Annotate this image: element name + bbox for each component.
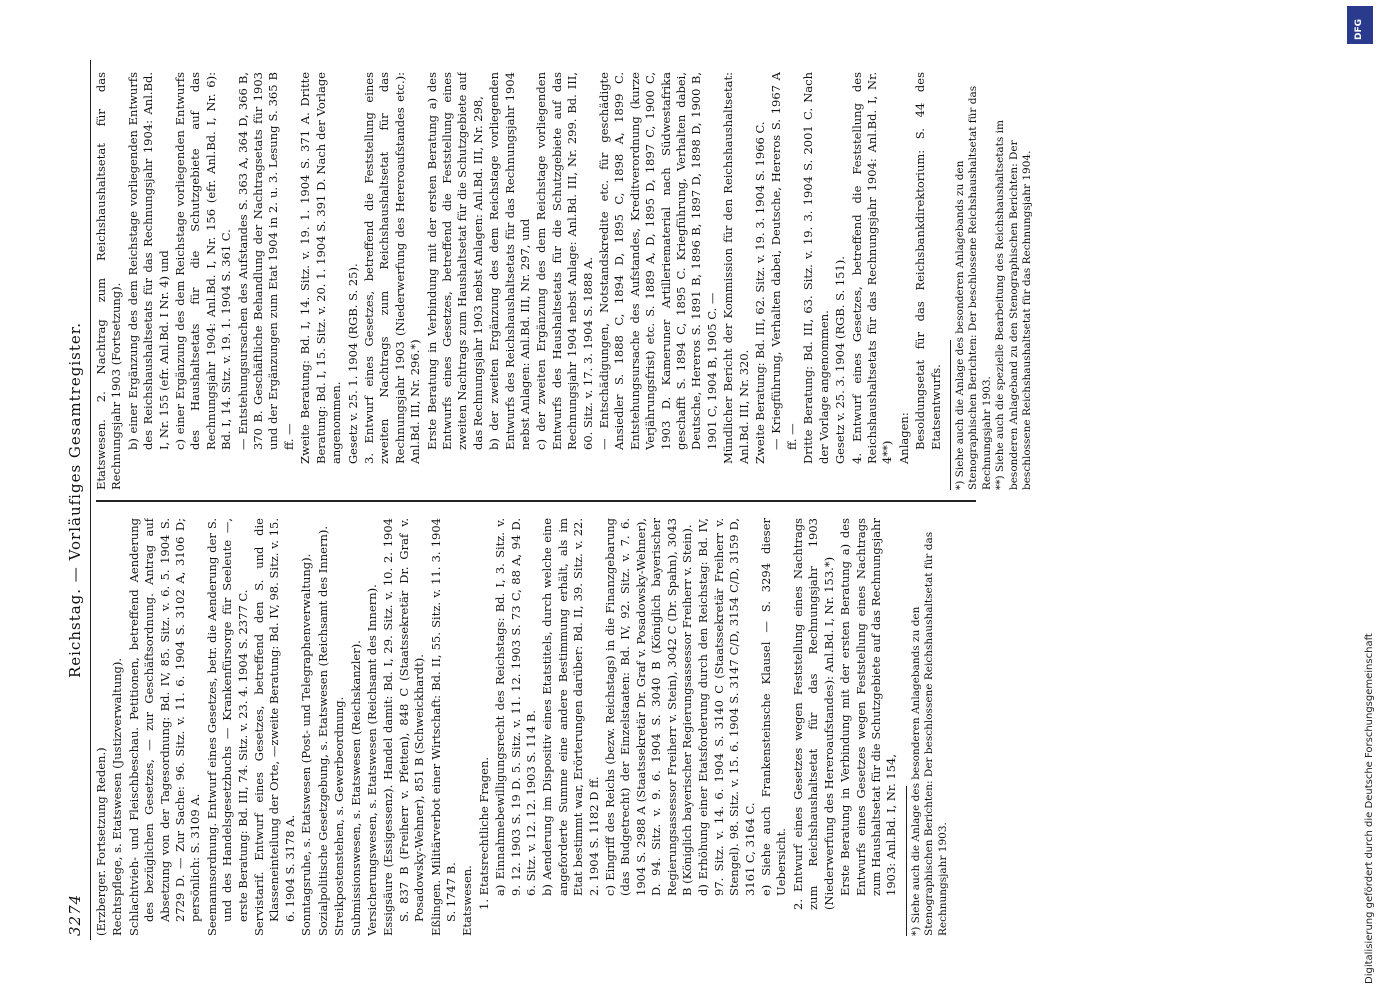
footnote: *) Siehe auch die Anlage des besonderen Anlagebands zu den Stenographischen Berichten: Der beschlossene Reichshaushaltsetat für das Rechnungsjahr 1903. [953, 85, 993, 490]
index-entry: Erste Beratung in Verbindung mit der ersten Beratung a) des Entwurfs eines Gesetzes, betreffend die Feststellung eines zweiten Nachtrags zum Haushaltsetat für die Schutzgebiete auf das Rechnungsjahr 1903 nebst Anlagen: Anl.Bd. III, Nr. 298, [424, 72, 485, 450]
index-entry: 3. Entwurf eines Gesetzes, betreffend die Feststellung eines zweiten Nachtrags zum Reichshaushaltsetat für das Rechnungsjahr 1903 (Niederwerfung des Hereroaufstandes etc.): Anl.Bd. III, Nr. 296.*) [361, 72, 423, 464]
index-entry: Seemannsordnung. Entwurf eines Gesetzes, betr. die Aenderung der S. und des Handelsgesetzbuchs — Krankenfürsorge für Seeleute —, erste Beratung: Bd. III, 74. Sitz. v. 23. 4. 1904 S. 2377 C. [204, 518, 250, 936]
dfg-logo: DFG [1347, 6, 1373, 44]
index-entry: Erste Beratung in Verbindung mit der ersten Beratung a) des Entwurfs eines Gesetzes wegen Feststellung eines Nachtrags zum Haushaltsetat für die Schutzgebiete auf das Rechnungsjahr 1903: Anl.Bd. I, Nr. 154, [838, 518, 899, 896]
footnote: **) Siehe auch die spezielle Bearbeitung des Reichshaushaltsetats im besonderen Anlageband zu den Stenographischen Berichten: Der beschlossene Reichshaushaltsetat für das Rechnungsjahr 1904. [994, 120, 1034, 490]
funding-stamp [1346, 0, 1376, 1000]
index-entry: Etatswesen. 2. Nachtrag zum Reichshaushaltsetat für das Rechnungsjahr 1903 (Fortsetzung). [94, 72, 124, 490]
index-entry: — Kriegführung, Verhalten dabei, Deutsche, Hereros S. 1967 A ff. — [769, 72, 799, 450]
page-number: 3274 [66, 893, 84, 936]
funding-text: Digitalisierung gefördert durch die Deutsche Forschungsgemeinschaft [1364, 633, 1375, 984]
index-entry: b) der zweiten Ergänzung des dem Reichstage vorliegenden Entwurfs des Reichshaushaltsetats für das Rechnungsjahr 1904 nebst Anlagen: Anl.Bd. III, Nr. 297, und [487, 72, 532, 450]
index-entry: Mündlicher Bericht der Kommission für den Reichshaushaltsetat: Anl.Bd. III, Nr. 320. [721, 72, 751, 464]
index-entry: c) der zweiten Ergänzung des dem Reichstage vorliegenden Entwurfs des Haushaltsetats für die Schutzgebiete auf das Rechnungsjahr 1904 nebst Anlage: Anl.Bd. III, Nr. 299. Bd. III, 60. Sitz. v. 17. 3. 1904 S. 1888 A. [534, 72, 595, 450]
page-title: Reichstag. — Vorläufiges Gesamtregister. [66, 321, 84, 679]
index-entry: Servistarif. Entwurf eines Gesetzes, betreffend den S. und die Klasseneinteilung der Orte, —zweite Beratung: Bd. IV, 98. Sitz. v. 15. 6. 1904 S. 3178 A. [252, 518, 297, 936]
index-entry: c) Eingriff des Reichs (bezw. Reichstags) in die Finanzgebarung (das Budgetrecht) der Einzelstaaten: Bd. IV, 92. Sitz. v. 7. 6. 1904 S. 2988 A (Staatssekretär Dr. Graf v. Posadowsky-Wehner), D. 94. Sitz. v. 9. 6. 1904 S. 3040 B (Königlich bayerischer Regierungsassessor Freiherr v. Stein), 3042 C (Dr. Spahn), 3043 B (Königlich bayerischer Regierungsassessor Freiherr v. Stein). [603, 518, 695, 896]
index-entry: a) Einnahmebewilligungsrecht des Reichstags: Bd. I, 3. Sitz. v. 9. 12. 1903 S. 19 D. 5. Sitz. v. 11. 12. 1903 S. 73 C, 88 A, 94 D. 6. Sitz. v. 12. 12. 1903 S. 114 B. [493, 518, 538, 896]
index-entry: Sonntagsruhe, s. Etatswesen (Post- und Telegraphenverwaltung). [299, 553, 314, 936]
index-entry: — Entstehungsursachen des Aufstandes S. 363 A, 364 D, 366 B, 370 B. Geschäftliche Behandlung der Nachtragsetats für 1903 und der Ergänzungen zum Etat 1904 in 2. u. 3. Lesung S. 365 B ff. — [235, 72, 296, 450]
index-entry: Gesetz v. 25. 3. 1904 (RGB. S. 151). [833, 256, 848, 464]
index-entry: (Erzberger. Fortsetzung Reden.) [94, 747, 108, 936]
index-entry: Gesetz v. 25. 1. 1904 (RGB. S. 25). [345, 263, 360, 464]
right-column [94, 72, 1294, 490]
index-entry: e) Siehe auch Frankensteinsche Klausel — S. 3294 dieser Uebersicht. [759, 518, 789, 896]
index-entry: Zweite Beratung: Bd. III, 62. Sitz. v. 19. 3. 1904 S. 1966 C. [753, 121, 768, 464]
index-entry: 4. Entwurf eines Gesetzes, betreffend die Feststellung des Reichshaushaltsetats für das Rechnungsjahr 1904: Anl.Bd. I, Nr. 4**) [849, 72, 895, 464]
index-entry: Streikpostenstehen, s. Gewerbeordnung. [332, 696, 347, 936]
index-entry: Anlagen: [896, 412, 911, 464]
index-entry: Besoldungsetat für das Reichsbankdirektorium: S. 44 des Etatsentwurfs. [913, 72, 943, 450]
index-entry: d) Erhöhung einer Etatsforderung durch den Reichstag: Bd. IV, 97. Sitz. v. 14. 6. 1904 S. 3140 C (Staatssekretär Freiherr v. Stengel). 98. Sitz. v. 15. 6. 1904 S. 3147 C/D, 3154 C/D, 3159 D, 3161 C, 3164 C. [696, 518, 757, 896]
footnote-rule [950, 340, 951, 490]
column-divider [96, 500, 976, 502]
footnote-rule [906, 786, 907, 936]
index-entry: — Entschädigungen, Notstandskredite etc. für geschädigte Ansiedler S. 1888 C, 1894 D, 1895 C, 1898 A, 1899 C. Entstehungsursache des Aufstandes, Kreditverordnung (kurze Verjährungsfrist) etc. S. 1889 A, D, 1895 D, 1897 C, 1900 C, 1903 D. Kameruner Artilleriematerial nach Südwestafrika geschafft S. 1894 C, 1895 C. Kriegführung, Verhalten dabei, Deutsche, Hereros S. 1891 B, 1896 B, 1897 D, 1898 D, 1900 B, 1901 C, 1904 B, 1905 C. — [597, 72, 719, 450]
index-entry: c) einer Ergänzung des dem Reichstage vorliegenden Entwurfs des Haushaltsetats für die Schutzgebiete auf das Rechnungsjahr 1904: Anl.Bd. I, Nr. 156 (efr. Anl.Bd. I, Nr. 6): Bd. I, 14. Sitz. v. 19. 1. 1904 S. 361 C. [173, 72, 234, 450]
index-entry: Sozialpolitische Gesetzgebung, s. Etatswesen (Reichsamt des Innern). [315, 526, 330, 936]
index-entry: 2. Entwurf eines Gesetzes wegen Feststellung eines Nachtrags zum Reichshaushaltsetat für das Rechnungsjahr 1903 (Niederwerfung des Hereroaufstandes): Anl.Bd. I, Nr. 153.*) [790, 518, 836, 910]
index-entry: Etatswesen. [460, 865, 475, 936]
index-entry: Essigsäure (Essigessenz). Handel damit: Bd. I, 29. Sitz. v. 10. 2. 1904 S. 837 B (Freiherr v. Pfetten), 848 C (Staatssekretär Dr. Graf v. Posadowsky-Wehner), 851 B (Schweickhardt). [381, 518, 427, 936]
page-header [60, 60, 91, 940]
index-entry: b) Aenderung im Dispositiv eines Etatstitels, durch welche eine angeforderte Summe eine andere Bestimmung erhält, als im Etat bestimmt war, Erörterungen darüber: Bd. II, 39. Sitz. v. 22. 2. 1904 S. 1182 D ff. [540, 518, 601, 896]
index-entry: b) einer Ergänzung des dem Reichstage vorliegenden Entwurfs des Reichshaushaltsetats für das Rechnungsjahr 1904: Anl.Bd. I, Nr. 155 (efr. Anl.Bd. I Nr. 4) und [125, 72, 171, 450]
index-entry: Versicherungswesen, s. Etatswesen (Reichsamt des Innern). [364, 584, 379, 936]
index-entry: 1. Etatsrechtliche Fragen. [476, 756, 491, 910]
rotated-sheet [60, 40, 1360, 940]
index-entry: Submissionswesen, s. Etatswesen (Reichskanzler). [348, 640, 363, 936]
index-entry: Schlachtvieh- und Fleischbeschau. Petitionen, betreffend Aenderung des bezüglichen Gesetzes, — zur Geschäftsordnung. Antrag auf Absetzung von der Tagesordnung: Bd. IV, 85. Sitz. v. 6. 5. 1904 S. 2729 D. — Zur Sache: 96. Sitz. v. 11. 6. 1904 S. 3102 A, 3106 D; persönlich: S. 3109 A. [126, 518, 203, 936]
index-entry: Eßlingen. Militärverbot einer Wirtschaft: Bd. II, 55. Sitz. v. 11. 3. 1904 S. 1747 B. [428, 518, 458, 936]
index-entry: Rechtspflege, s. Etatswesen (Justizverwaltung). [110, 657, 125, 936]
index-entry: Zweite Beratung: Bd. I, 14. Sitz. v. 19. 1. 1904 S. 371 A. Dritte Beratung: Bd. I, 15. Sitz. v. 20. 1. 1904 S. 391 D. Nach der Vorlage angenommen. [298, 72, 344, 464]
footnote: *) Siehe auch die Anlage des besonderen Anlagebands zu den Stenographischen Berichten: Der beschlossene Reichshaushaltsetat für das Rechnungsjahr 1903. [909, 531, 949, 936]
left-column [94, 518, 1294, 936]
index-entry: Dritte Beratung: Bd. III, 63. Sitz. v. 19. 3. 1904 S. 2001 C. Nach der Vorlage angenommen. [801, 72, 831, 464]
